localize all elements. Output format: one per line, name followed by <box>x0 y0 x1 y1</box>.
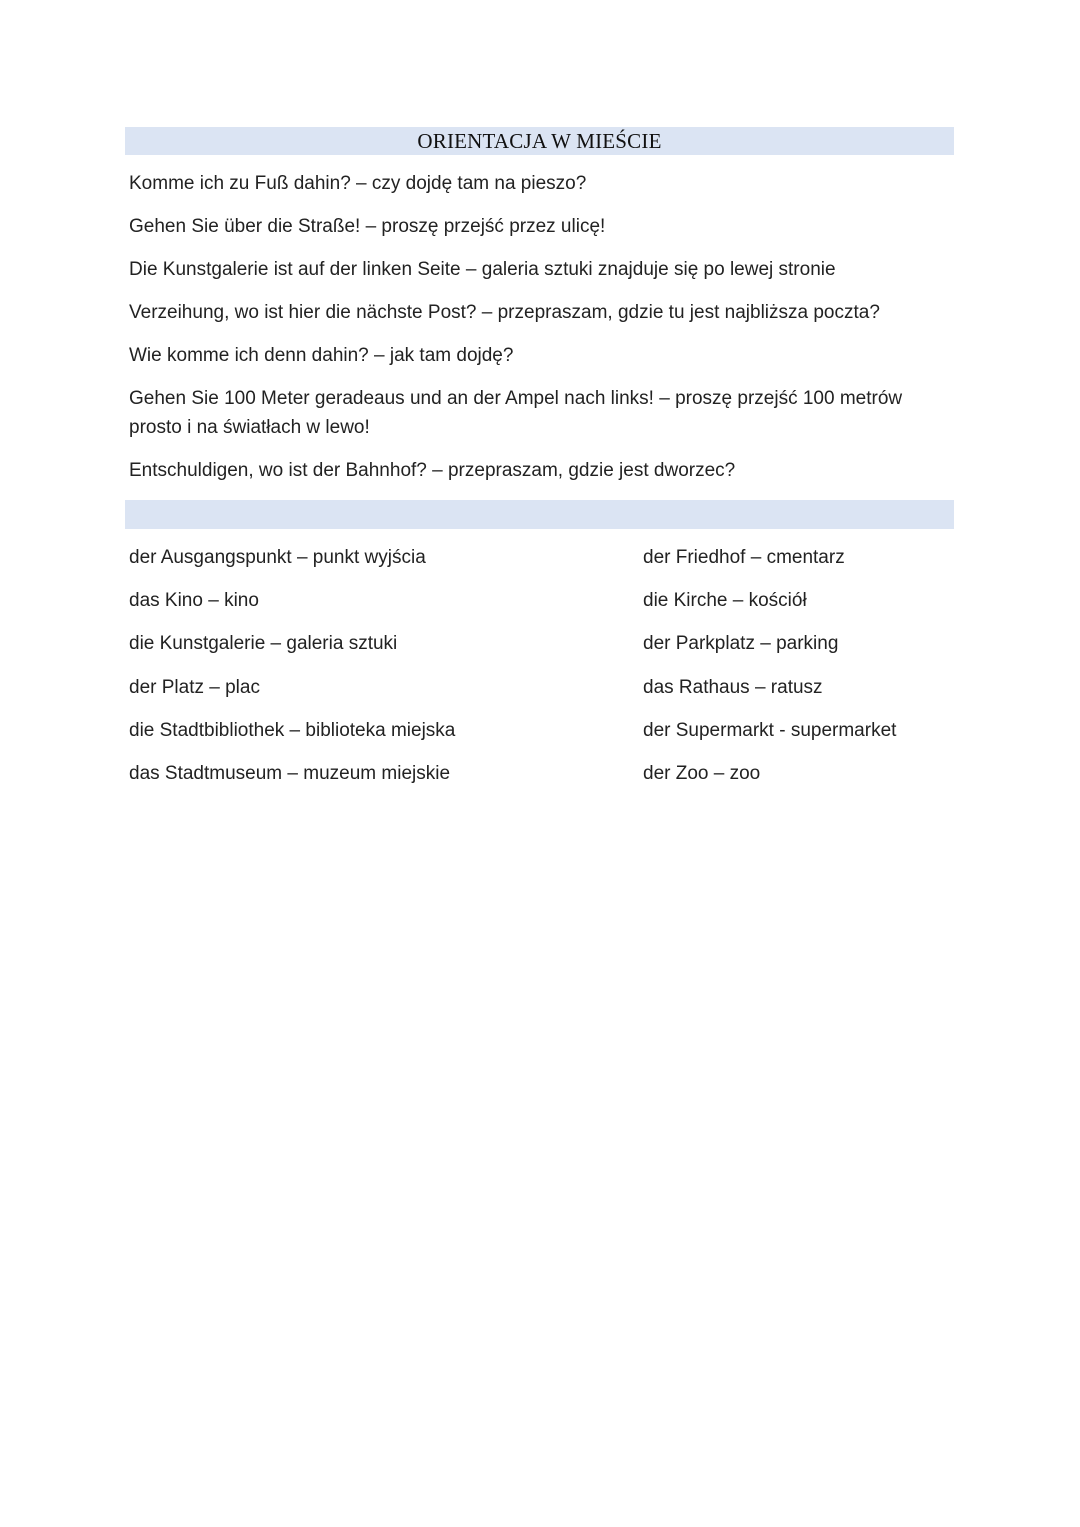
vocab-item: der Zoo – zoo <box>643 762 761 784</box>
title-bar <box>125 127 954 155</box>
vocab-item: der Friedhof – cmentarz <box>643 547 845 568</box>
vocab-item: das Kino – kino <box>129 590 259 612</box>
vocab-item: der Supermarkt - supermarket <box>643 719 897 741</box>
vocab-item: die Kunstgalerie – galeria sztuki <box>129 633 398 655</box>
vocab-column-left <box>129 543 609 802</box>
phrase-item: Gehen Sie über die Straße! – proszę przejść przez ulicę! <box>129 216 606 237</box>
vocab-item: das Rathaus – ratusz <box>643 676 823 698</box>
page-title: ORIENTACJA W MIEŚCIE <box>417 129 662 153</box>
vocab-item: der Ausgangspunkt – punkt wyjścia <box>129 547 426 568</box>
phrase-item: Die Kunstgalerie ist auf der linken Seite – galeria sztuki znajduje się po lewej stronie <box>129 259 836 280</box>
vocab-item: das Stadtmuseum – muzeum miejskie <box>129 762 451 784</box>
phrase-list <box>129 169 949 499</box>
phrase-item: Verzeihung, wo ist hier die nächste Post? – przepraszam, gdzie tu jest najbliższa poczta? <box>129 302 880 323</box>
vocab-item: der Platz – plac <box>129 676 260 698</box>
section-divider-bar <box>125 500 954 529</box>
phrase-item: Wie komme ich denn dahin? – jak tam dojdę? <box>129 345 514 366</box>
phrase-item: Gehen Sie 100 Meter geradeaus und an der Ampel nach links! – proszę przejść 100 metrów prosto i na światłach w lewo! <box>129 388 903 438</box>
vocab-column-right <box>643 543 963 802</box>
phrase-item: Entschuldigen, wo ist der Bahnhof? – przepraszam, gdzie jest dworzec? <box>129 460 736 481</box>
vocab-item: die Stadtbibliothek – biblioteka miejska <box>129 719 456 741</box>
vocab-item: die Kirche – kościół <box>643 590 807 612</box>
vocab-item: der Parkplatz – parking <box>643 633 839 655</box>
phrase-item: Komme ich zu Fuß dahin? – czy dojdę tam na pieszo? <box>129 173 587 194</box>
